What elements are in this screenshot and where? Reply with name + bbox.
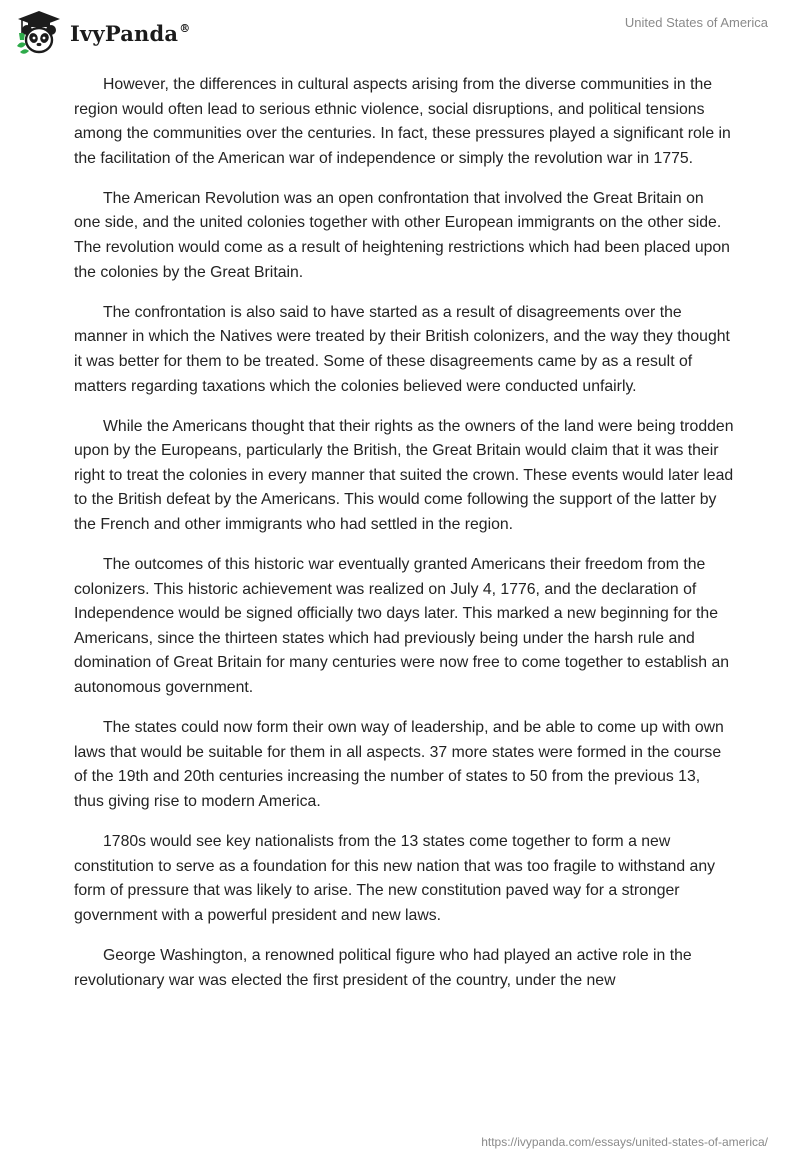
paragraph: However, the differences in cultural aspects arising from the diverse communities in the region would often lead to serious ethnic violence, social disruptions, and political tensions among the communities over the centuries. In fact, these pressures played a significant role in the facilitation of the American war of independence or simply the revolution war in 1775. [74, 76, 731, 167]
source-url[interactable]: https://ivypanda.com/essays/united-states-of-america/ [481, 1135, 768, 1149]
paragraph: The confrontation is also said to have started as a result of disagreements over the manner in which the Natives were treated by their British colonizers, and the way they thought it was better for them to be treated. Some of these disagreements came by as a result of matters regarding taxations which the colonies believed were conducted unfairly. [74, 303, 730, 395]
paragraph: The states could now form their own way of leadership, and be able to come up with own laws that would be suitable for them in all aspects. 37 more states were formed in the course of the 19th and 20th centuries increasing the number of states to 50 from the previous 13, thus giving rise to modern America. [74, 719, 724, 810]
brand-name: IvyPanda® [70, 20, 191, 46]
panda-graduate-icon [14, 10, 64, 56]
paragraph: The outcomes of this historic war eventually granted Americans their freedom from the colonizers. This historic achievement was realized on July 4, 1776, and the declaration of Independence would be signed officially two days later. This marked a new beginning for the Americans, since the thirteen states which had previously being under the harsh rule and domination of Great Britain for many centuries were now free to come together to establish an autonomous government. [74, 556, 730, 697]
paragraph: The American Revolution was an open confrontation that involved the Great Britain on one side, and the united colonies together with other European immigrants on the other side. The revolution would come as a result of heightening restrictions which had been placed upon the colonies by the Great Britain. [74, 189, 730, 281]
paragraph: While the Americans thought that their rights as the owners of the land were being trodden upon by the Europeans, particularly the British, the Great Britain would claim that it was their right to treat the colonies in every manner that suited the crown. These events would later lead to the British defeat by the Americans. This would come following the support of the latter by the French and other immigrants who had settled in the region. [74, 417, 734, 533]
document-title: United States of America [624, 15, 768, 30]
ivypanda-logo[interactable] [14, 10, 190, 56]
page-header [0, 0, 800, 70]
registered-mark: ® [179, 21, 191, 35]
paragraph: 1780s would see key nationalists from the 13 states come together to form a new constitution to serve as a foundation for this new nation that was too fragile to withstand any form of pressure that was likely to arise. The new constitution paved way for a stronger government with a powerful president and new laws. [74, 833, 716, 924]
paragraph: George Washington, a renowned political figure who had played an active role in the revolutionary war was elected the first president of the country, under the new [74, 946, 692, 989]
essay-body [74, 73, 734, 1009]
